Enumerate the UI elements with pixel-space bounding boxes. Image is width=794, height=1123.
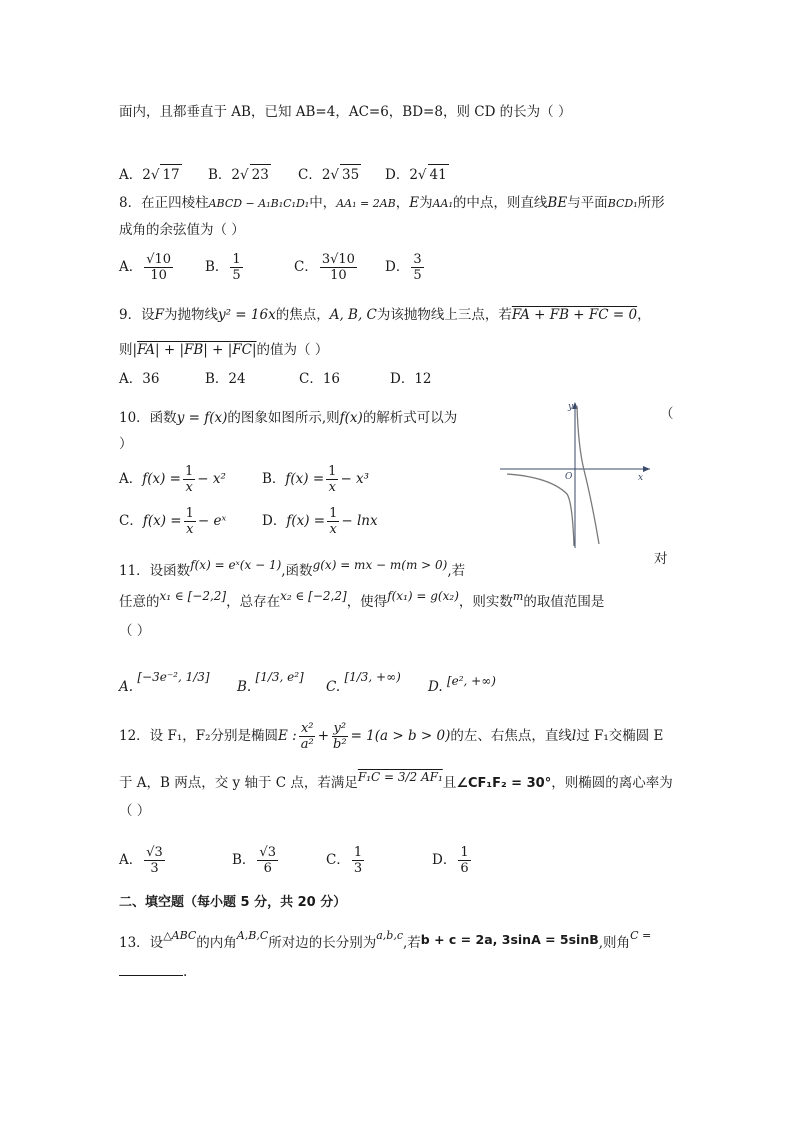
q10-option-a-label: A． [119,471,143,487]
q8-text-e: 的中点，则直线 [452,195,548,211]
q9-vector-sum: FA + FB + FC = 0 [511,307,638,323]
q11-text-e: ，总存在 [226,594,281,610]
q8-text-g: 所形 [637,195,665,211]
q8-stem-line2: 成角的余弦值为（ ） [119,222,245,238]
q13-stem-line1 [119,929,652,954]
q10-option-c-label: C． [119,513,143,529]
q9-abs-expression: FA| + |FB| + |FC| [137,342,257,358]
q9-option-d: D．12 [390,371,432,387]
q12-vector-condition: F₁C = 3/2 AF₁ [357,770,443,784]
q12-option-c-num: 1 [353,845,363,860]
q12-option-c [326,845,366,876]
q8-option-c-label: C． [294,259,318,275]
q10-option-c [119,506,226,537]
q12-line-l: l [571,728,577,744]
q11-side-char: 对 [654,551,668,567]
q12-answer-paren: （ ） [119,803,151,819]
q8-option-d-num: 3 [413,252,422,267]
q8-text-d: 为 [419,195,433,211]
q11-option-c-label: C. [326,679,341,695]
q10-option-b [262,464,369,495]
q8-option-c-den: 10 [330,268,347,283]
q9-text-c: 的焦点， [275,307,330,323]
q10-option-a-lhs: f(x) = [142,471,181,487]
q12-option-c-label: C． [326,852,350,868]
q13-text-a: 13．设 [119,935,164,951]
q13-angle-c: C = [630,929,652,942]
q7-option-c-radicand: 35 [340,164,361,185]
q7-option-a: A．2√ 17 [119,164,182,185]
q11-x1-set: x₁ ∈ [−2,2] [159,589,227,603]
q10-function-graph [495,398,660,550]
q10-option-a-tail: − x² [197,471,226,487]
q11-option-a [119,670,210,697]
q8-text-c: ， [395,195,410,211]
q10-option-d-label: D． [262,513,287,529]
q11-equation: f(x₁) = g(x₂) [387,589,459,603]
q7-option-b-radicand: 23 [250,164,271,185]
q11-text-d: 任意的 [119,594,160,610]
q9-text-f: 则| [119,342,138,358]
q10-y-eq-fx: y = f(x) [176,410,228,426]
q8-option-a-label: A． [119,259,143,275]
q10-option-b-num: 1 [328,464,337,479]
q10-option-d-tail: − lnx [341,513,378,529]
q11-text-g: ，则实数 [458,594,513,610]
q10-option-a-den: x [185,480,193,495]
q7-option-a-prefix: A．2 [119,167,151,183]
q12-option-a-num: √3 [146,845,163,860]
q10-paren-open: （ [660,406,674,422]
q7-option-c-prefix: C．2 [298,167,331,183]
q12-equation-tail: = 1(a > b > 0) [350,728,451,744]
q10-fx: f(x) [339,410,363,426]
q12-option-a-den: 3 [150,861,159,876]
q9-option-a: A．36 [119,371,160,387]
q13-period: . [183,964,188,980]
q10-stem-line1 [119,408,457,428]
q10-option-a [119,464,226,495]
q10-option-d-den: x [329,522,337,537]
graph-x-label: x [638,473,644,483]
q13-text-b: 的内角 [196,935,237,951]
q11-option-c-value: [1/3, +∞) [344,670,401,684]
x-axis-arrow-icon [643,466,650,472]
q8-segment-aa1: AA₁ [432,197,453,210]
q10-option-b-label: B． [262,471,286,487]
q8-text-a: 8．在正四棱柱 [119,195,209,211]
q10-option-c-num: 1 [185,506,194,521]
q9-option-c: C．16 [299,371,341,387]
q12-option-a [119,845,167,876]
q12-frac2-num: y² [333,721,347,736]
q9-option-b: B．24 [205,371,246,387]
q12-frac1-den: a² [300,737,314,752]
q13-condition: b + c = 2a, 3sinA = 5sinB [420,932,599,947]
q11-option-d-label: D. [428,679,443,695]
q13-text-c: 所对边的长分别为 [268,935,377,951]
q8-option-d [385,252,426,283]
q11-option-b-value: [1/3, e²] [255,670,304,684]
q12-plus: + [317,728,330,744]
q12-option-d-label: D． [432,852,457,868]
q8-stem-line1 [119,193,665,214]
q8-option-a-num: √10 [146,252,172,267]
q10-option-b-lhs: f(x) = [285,471,325,487]
q8-option-d-den: 5 [413,268,422,283]
q9-points: A, B, C [329,307,377,323]
q8-option-c-num: 3√10 [321,252,355,267]
q8-option-b-den: 5 [232,268,241,283]
q11-option-b [237,670,304,697]
q8-plane: BCD₁ [607,197,638,210]
q10-text-c: 的解析式可以为 [362,410,458,426]
q12-frac1-num: x² [300,721,314,736]
q12-text-c: 过 F₁交椭圆 E [576,728,664,744]
q8-text-b: 中， [309,195,337,211]
q8-condition: AA₁ = 2AB [336,197,396,210]
q10-paren-close: ） [119,436,133,452]
q12-text-b: 的左、右焦点，直线 [450,728,572,744]
q11-x2-set: x₂ ∈ [−2,2] [280,589,347,603]
q7-option-d: D．2√ 41 [385,164,449,185]
q10-option-b-tail: − x³ [340,471,370,487]
q11-text-h: 的取值范围是 [523,594,605,610]
q7-option-c: C．2√ 35 [298,164,361,185]
q9-text-g: 的值为（ ） [256,342,329,358]
q11-option-a-value: [−3e⁻², 1/3] [137,670,210,684]
q13-answer-blank[interactable] [119,975,183,976]
q12-angle: ∠CF₁F₂ = 30° [456,776,552,791]
q11-text-f: ，使得 [346,594,388,610]
q13-triangle: △ABC [163,929,197,942]
q10-option-c-tail: − eˣ [197,513,227,529]
q8-option-d-label: D． [385,259,410,275]
q12-option-d-num: 1 [460,845,469,860]
q12-stem-line2 [119,770,673,794]
q12-option-a-label: A． [119,852,143,868]
q9-text-a: 9．设 [119,307,155,323]
q12-text-e: 且 [442,775,457,791]
graph-y-label: y [568,402,574,412]
q11-answer-paren: （ ） [119,623,151,639]
q11-stem-line1 [119,558,466,581]
q7-option-d-radicand: 41 [428,164,449,185]
q12-frac2-den: b² [333,737,347,752]
q12-option-b [232,845,280,876]
q9-parabola: y² = 16x [217,307,276,323]
q12-text-d: 于 A，B 两点，交 y 轴于 C 点，若满足 [119,775,358,791]
q11-f-definition: f(x) = eˣ(x − 1) [190,558,282,572]
q9-stem-line2 [119,340,328,360]
q11-option-b-label: B. [237,679,252,695]
q10-option-b-den: x [328,480,336,495]
graph-origin-label: O [565,472,573,482]
q10-option-d-lhs: f(x) = [286,513,326,529]
q9-text-e: ， [637,307,651,323]
q12-option-d-den: 6 [460,861,469,876]
q8-point-e: E [409,195,420,211]
q11-option-d [428,674,496,697]
q11-m: m [512,590,524,603]
q13-angles: A,B,C [236,929,269,942]
q12-option-b-den: 6 [263,861,272,876]
q12-ellipse-name: E : [278,728,297,744]
q13-sides: a,b,c [376,929,403,942]
q10-option-c-den: x [186,522,194,537]
q10-option-d [262,506,378,537]
q12-text-f: ，则椭圆的离心率为 [551,775,673,791]
q8-text-f: 与平面 [567,195,608,211]
q10-text-b: 的图象如图所示,则 [227,410,340,426]
q11-option-c [326,670,401,697]
q10-option-d-num: 1 [329,506,338,521]
q11-text-a: 11．设函数 [119,563,191,579]
q11-stem-line2 [119,589,605,613]
q9-focus-f: F [154,307,164,323]
q11-text-b: ,函数 [281,563,313,579]
q12-text-a: 12．设 F₁，F₂分别是椭圆 [119,728,279,744]
q7-continuation-text: 面内，且都垂直于 AB，已知 AB=4，AC=6，BD=8，则 CD 的长为（ ） [119,104,572,120]
q13-answer-line [119,962,187,982]
q12-option-d [432,845,473,876]
q12-option-b-label: B． [232,852,256,868]
q12-stem-line1 [119,721,663,752]
q10-option-a-num: 1 [185,464,194,479]
q11-g-definition: g(x) = mx − m(m > 0) [312,558,448,572]
curve-left-branch [507,474,574,546]
q8-option-b [205,252,245,283]
q7-option-b: B．2√ 23 [208,164,271,185]
q9-text-d: 为该抛物线上三点，若 [376,307,512,323]
q10-text-a: 10．函数 [119,410,177,426]
q8-option-c [294,252,359,283]
section-heading-fill-in: 二、填空题（每小题 5 分，共 20 分） [119,895,347,910]
q13-text-e: ,则角 [598,935,631,951]
q8-option-a-den: 10 [150,268,167,283]
q7-option-b-prefix: B．2 [208,167,241,183]
q9-stem-line1 [119,305,651,325]
q7-option-d-prefix: D．2 [385,167,418,183]
q11-option-d-value: [e², +∞) [446,674,496,688]
q13-text-d: ,若 [403,935,421,951]
q8-prism: ABCD − A₁B₁C₁D₁ [208,197,310,210]
q10-option-c-lhs: f(x) = [142,513,182,529]
q8-option-b-label: B． [205,259,229,275]
q11-option-a-label: A. [119,679,134,695]
curve-right-branch [577,406,599,544]
q8-line-be: BE [547,195,568,211]
q12-option-b-num: √3 [259,845,276,860]
q7-option-a-radicand: 17 [160,164,181,185]
q9-text-b: 为抛物线 [163,307,218,323]
q11-text-c: ,若 [447,563,466,579]
q12-option-c-den: 3 [353,861,363,876]
q8-option-a [119,252,175,283]
q8-option-b-num: 1 [232,252,241,267]
